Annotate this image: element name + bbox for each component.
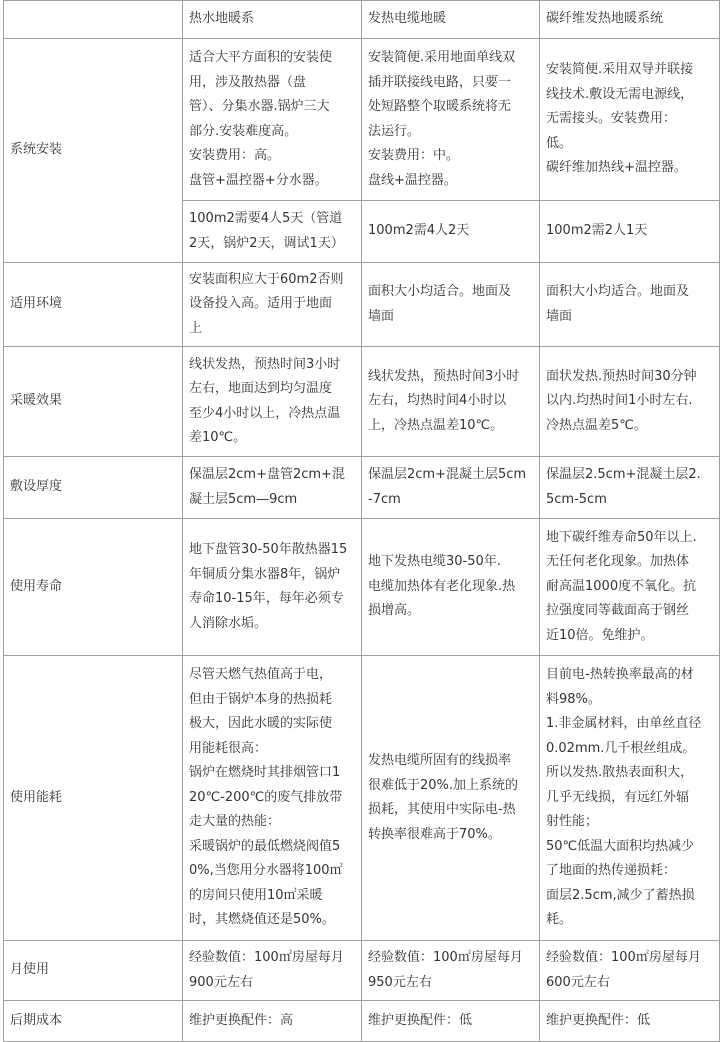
row-label: 月使用: [4, 941, 183, 1001]
table-cell: 面状发热.预热时间30分钟 以内.均热时间1小时左右. 冷热点温差5℃。: [540, 347, 720, 457]
table-cell: 保温层2cm+盘管2cm+混 凝土层5cm—9cm: [183, 457, 362, 519]
table-cell: 线状发热，预热时间3小时 左右，地面达到均匀温度 至少4小时以上，冷热点温 差10℃。: [183, 347, 362, 457]
header-cell-empty: [4, 1, 183, 39]
table-cell: 保温层2.5cm+混凝土层2. 5cm-5cm: [540, 457, 720, 519]
table-cell: 安装简便.采用双导并联接 线技术.敷设无需电源线， 无需接头。安装费用： 低。 碳纤维加热线+温控器。: [540, 39, 720, 201]
table-cell: 维护更换配件：低: [362, 1001, 540, 1042]
table-cell: 地下盘管30-50年散热器15 年铜质分集水器8年，锅炉 寿命10-15年，每年必须专 人消除水垢。: [183, 519, 362, 656]
table-cell: 经验数值：100㎡房屋每月 950元左右: [362, 941, 540, 1001]
table-cell: 经验数值：100㎡房屋每月 900元左右: [183, 941, 362, 1001]
table-cell: 维护更换配件：低: [540, 1001, 720, 1042]
row-label: 适用环境: [4, 263, 183, 347]
table-cell: 地下碳纤维寿命50年以上. 无任何老化现象。加热体 耐高温1000度不氧化。抗 拉强度同等截面高于钢丝 近10倍。免维护。: [540, 519, 720, 656]
row-label: 采暖效果: [4, 347, 183, 457]
table-row: [4, 941, 720, 1001]
table-cell: 维护更换配件：高: [183, 1001, 362, 1042]
heating-comparison-table: [3, 0, 720, 1042]
table-cell: 安装简便.采用地面单线双 插并联接线电路，只要一 处短路整个取暖系统将无 法运行。 安装费用：中。 盘线+温控器。: [362, 39, 540, 201]
header-heating-cable: 发热电缆地暖: [362, 1, 540, 39]
table-cell: 安装面积应大于60m2否则 设备投入高。适用于地面 上: [183, 263, 362, 347]
row-label: 系统安装: [4, 39, 183, 263]
table-cell: 尽管天燃气热值高于电， 但由于锅炉本身的热损耗 极大，因此水暖的实际使 用能耗很高： 锅炉在燃烧时其排烟管口1 20℃-200℃的废气排放带 走大量的热能： 采暖锅炉的最低燃烧阀值5 0%,当您用分水器将100㎡ 的房间只使用10㎡采暖 时，其燃烧值还是50%。: [183, 656, 362, 941]
table-cell: 面积大小均适合。地面及 墙面: [362, 263, 540, 347]
header-carbon-fiber: 碳纤维发热地暖系统: [540, 1, 720, 39]
table-cell: 100m2需要4人5天（管道 2天，锅炉2天，调试1天）: [183, 201, 362, 263]
table-row: [4, 39, 720, 201]
row-label: 后期成本: [4, 1001, 183, 1042]
table-cell: 100m2需4人2天: [362, 201, 540, 263]
row-label: 使用寿命: [4, 519, 183, 656]
table-cell: 线状发热，预热时间3小时 左右，均热时间4小时以 上，冷热点温差10℃。: [362, 347, 540, 457]
table-row: [4, 656, 720, 941]
table-cell: 100m2需2人1天: [540, 201, 720, 263]
table-cell: 适合大平方面积的安装使 用，涉及散热器（盘 管）、分集水器.锅炉三大 部分.安装难度高。 安装费用：高。 盘管+温控器+分水器。: [183, 39, 362, 201]
table-cell: 保温层2cm+混凝土层5cm -7cm: [362, 457, 540, 519]
table-row: [4, 263, 720, 347]
table-cell: 目前电-热转换率最高的材 料98%。 1.非金属材料，由单丝直径 0.02mm.几千根丝组成。 所以发热.散热表面积大， 几乎无线损，有远红外辐 射性能； 50℃低温大面积均热减少 了地面的热传递损耗： 面层2.5cm,减少了蓄热损 耗。: [540, 656, 720, 941]
header-row: [4, 1, 720, 39]
table-cell: 经验数值：100㎡房屋每月 600元左右: [540, 941, 720, 1001]
table-row: [4, 1001, 720, 1042]
table-cell: 面积大小均适合。地面及 墙面: [540, 263, 720, 347]
table-row: [4, 457, 720, 519]
table-row: [4, 347, 720, 457]
header-hot-water: 热水地暖系: [183, 1, 362, 39]
table-cell: 发热电缆所固有的线损率 很难低于20%.加上系统的 损耗，其使用中实际电-热 转换率很难高于70%。: [362, 656, 540, 941]
row-label: 使用能耗: [4, 656, 183, 941]
table-row: [4, 519, 720, 656]
table-cell: 地下发热电缆30-50年. 电缆加热体有老化现象.热 损增高。: [362, 519, 540, 656]
row-label: 敷设厚度: [4, 457, 183, 519]
